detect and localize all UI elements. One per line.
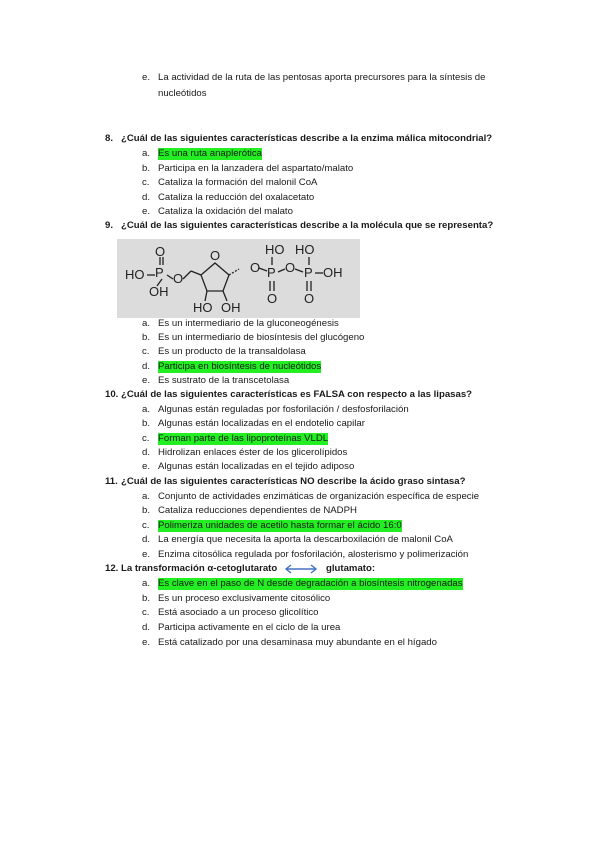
q11-option-b-letter: b. <box>142 505 151 516</box>
mol-label-oh-bottom: OH <box>221 300 241 315</box>
q12-number: 12. <box>105 563 119 574</box>
q12-option-b: Es un proceso exclusivamente citosólico <box>158 593 331 604</box>
q12-option-d-letter: d. <box>142 622 151 633</box>
q8-option-c: Cataliza la formación del malonil CoA <box>158 177 318 188</box>
q9-option-a: Es un intermediario de la gluconeogénesis <box>158 318 339 329</box>
mol-label-p-left: P <box>155 265 164 280</box>
q12-option-b-letter: b. <box>142 593 151 604</box>
q11-option-d-letter: d. <box>142 534 151 545</box>
q12-option-d: Participa activamente en el ciclo de la urea <box>158 622 341 633</box>
q8-option-b: Participa en la lanzadera del aspartato/malato <box>158 163 354 174</box>
q11-option-e: Enzima citosólica regulada por fosforilación, alosterismo y polimerización <box>158 549 469 560</box>
mol-label-o-top-left: O <box>155 244 166 259</box>
q10-option-b: Algunas están localizadas en el endotelio capilar <box>158 418 365 429</box>
mol-label-o-p1-bottom: O <box>267 291 278 306</box>
q8-option-c-letter: c. <box>142 177 150 188</box>
q10-option-e: Algunas están localizadas en el tejido adiposo <box>158 461 355 472</box>
q9-option-b-letter: b. <box>142 332 151 343</box>
q8-option-e: Cataliza la oxidación del malato <box>158 206 293 217</box>
q9-option-e-letter: e. <box>142 375 151 386</box>
q9-question-text: ¿Cuál de las siguientes características describe a la molécula que se representa? <box>121 220 494 231</box>
mol-label-p-mid: P <box>267 265 276 280</box>
q10-option-d: Hidrolizan enlaces éster de los glicerolípidos <box>158 447 348 458</box>
q10-option-a-letter: a. <box>142 404 151 415</box>
q8-question-text: ¿Cuál de las siguientes características describe a la enzima málica mitocondrial? <box>121 133 493 144</box>
q7-option-letter: e. <box>142 72 151 83</box>
q12-question-text-end: glutamato: <box>326 563 376 574</box>
mol-label-o-bridge: O <box>285 260 296 275</box>
q8-option-b-letter: b. <box>142 163 151 174</box>
mol-label-o-ring: O <box>210 248 221 263</box>
q8-number: 8. <box>105 133 114 144</box>
q11-option-c-answer: Polimeriza unidades de acetilo hasta formar el ácido 16:0 <box>158 520 402 531</box>
q11-option-b: Cataliza reducciones dependientes de NADPH <box>158 505 357 516</box>
mol-label-o-link: O <box>250 260 261 275</box>
q11-number: 11. <box>105 476 118 487</box>
q10-option-d-letter: d. <box>142 447 151 458</box>
q10-question-text: ¿Cuál de las siguientes características es FALSA con respecto a las lipasas? <box>121 389 473 400</box>
q7-option-text-cont: nucleótidos <box>158 88 207 99</box>
q10-number: 10. <box>105 389 119 400</box>
q10-option-c-answer: Forman parte de las lipoproteínas VLDL <box>158 433 329 444</box>
mol-label-ho-p2: HO <box>295 242 315 257</box>
q11-option-d: La energía que necesita la aporta la descarboxilación de malonil CoA <box>158 534 453 545</box>
q11-option-e-letter: e. <box>142 549 151 560</box>
q9-option-a-letter: a. <box>142 318 151 329</box>
q9-option-c: Es un producto de la transaldolasa <box>158 346 306 357</box>
q11-option-a-letter: a. <box>142 491 151 502</box>
q12-question-text: La transformación α-cetoglutarato <box>121 563 278 574</box>
q12-option-e: Está catalizado por una desaminasa muy abundante en el hígado <box>158 637 437 648</box>
q11-option-a: Conjunto de actividades enzimáticas de organización específica de especie <box>158 491 480 502</box>
q8-option-e-letter: e. <box>142 206 151 217</box>
q12-option-c: Está asociado a un proceso glicolítico <box>158 607 319 618</box>
q10-option-c-letter: c. <box>142 433 150 444</box>
q12-option-c-letter: c. <box>142 607 150 618</box>
q8-option-d: Cataliza la reducción del oxalacetato <box>158 192 315 203</box>
q10-option-e-letter: e. <box>142 461 151 472</box>
q12-option-a-letter: a. <box>142 578 151 589</box>
mol-label-ho-bottom: HO <box>193 300 213 315</box>
q9-number: 9. <box>105 220 114 231</box>
q7-option-text: La actividad de la ruta de las pentosas aporta precursores para la síntesis de <box>158 72 486 83</box>
mol-label-p-right: P <box>304 265 313 280</box>
q9-option-b: Es un intermediario de biosíntesis del glucógeno <box>158 332 365 343</box>
mol-label-oh-right: OH <box>323 265 343 280</box>
q12-option-e-letter: e. <box>142 637 151 648</box>
mol-label-o-p2-bottom: O <box>304 291 315 306</box>
mol-label-o-ester: O <box>173 271 184 286</box>
q11-option-c-letter: c. <box>142 520 150 531</box>
q8-option-d-letter: d. <box>142 192 151 203</box>
q8-option-a-letter: a. <box>142 148 151 159</box>
q9-option-e: Es sustrato de la transcetolasa <box>158 375 290 386</box>
q12-option-a-answer: Es clave en el paso de N desde degradación a biosíntesis nitrogenadas <box>158 578 463 589</box>
mol-label-oh-left: OH <box>149 284 169 299</box>
mol-label-ho-p1: HO <box>265 242 285 257</box>
q9-option-d-answer: Participa en biosíntesis de nucleótidos <box>158 361 322 372</box>
q11-question-text: ¿Cuál de las siguientes características NO describe la ácido graso sintasa? <box>121 476 466 487</box>
q8-option-a-answer: Es una ruta anaplerótica <box>158 148 262 159</box>
q10-option-a: Algunas están reguladas por fosforilación / desfosforilación <box>158 404 409 415</box>
mol-label-ho-left: HO <box>125 267 145 282</box>
molecule-image <box>117 239 360 318</box>
q10-option-b-letter: b. <box>142 418 151 429</box>
q9-option-c-letter: c. <box>142 346 150 357</box>
q9-option-d-letter: d. <box>142 361 151 372</box>
double-arrow-icon <box>284 564 318 574</box>
